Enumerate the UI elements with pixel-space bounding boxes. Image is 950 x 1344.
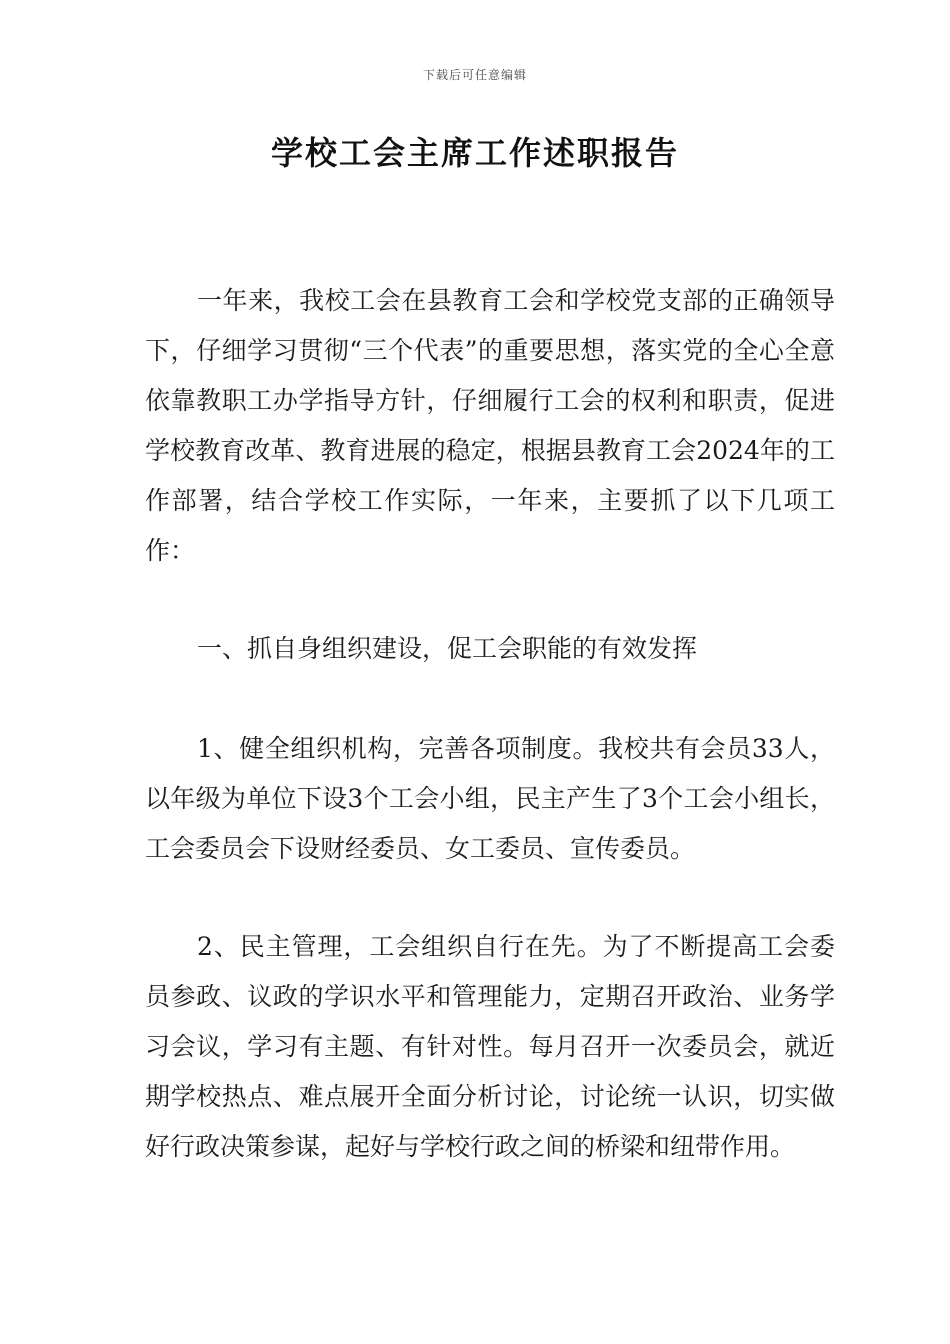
section-heading-1: 一、抓自身组织建设，促工会职能的有效发挥 (197, 634, 698, 663)
document-title: 学校工会主席工作述职报告 (270, 134, 679, 172)
paragraph-item-2: 2、民主管理，工会组织自行在先。为了不断提高工会委员参政、议政的学识水平和管理能力，定期召开政治、业务学习会议，学习有主题、有针对性。每月召开一次委员会，就近期学校热点、难点展开全面分析讨论，讨论统一认识，切实做好行政决策参谋，起好与学校行政之间的桥梁和纽带作用。 (145, 932, 835, 1161)
header-note: 下载后可任意编辑 (422, 68, 527, 82)
paragraph-item-1: 1、健全组织机构，完善各项制度。我校共有会员33人，以年级为单位下设3个工会小组，民主产生了3个工会小组长，工会委员会下设财经委员、女工委员、宣传委员。 (145, 734, 835, 863)
paragraph-intro: 一年来，我校工会在县教育工会和学校党支部的正确领导下，仔细学习贯彻“三个代表”的重要思想，落实党的全心全意依靠教职工办学指导方针，仔细履行工会的权利和职责，促进学校教育改革、教育进展的稳定，根据县教育工会2024年的工作部署，结合学校工作实际，一年来，主要抓了以下几项工作： (145, 286, 835, 565)
